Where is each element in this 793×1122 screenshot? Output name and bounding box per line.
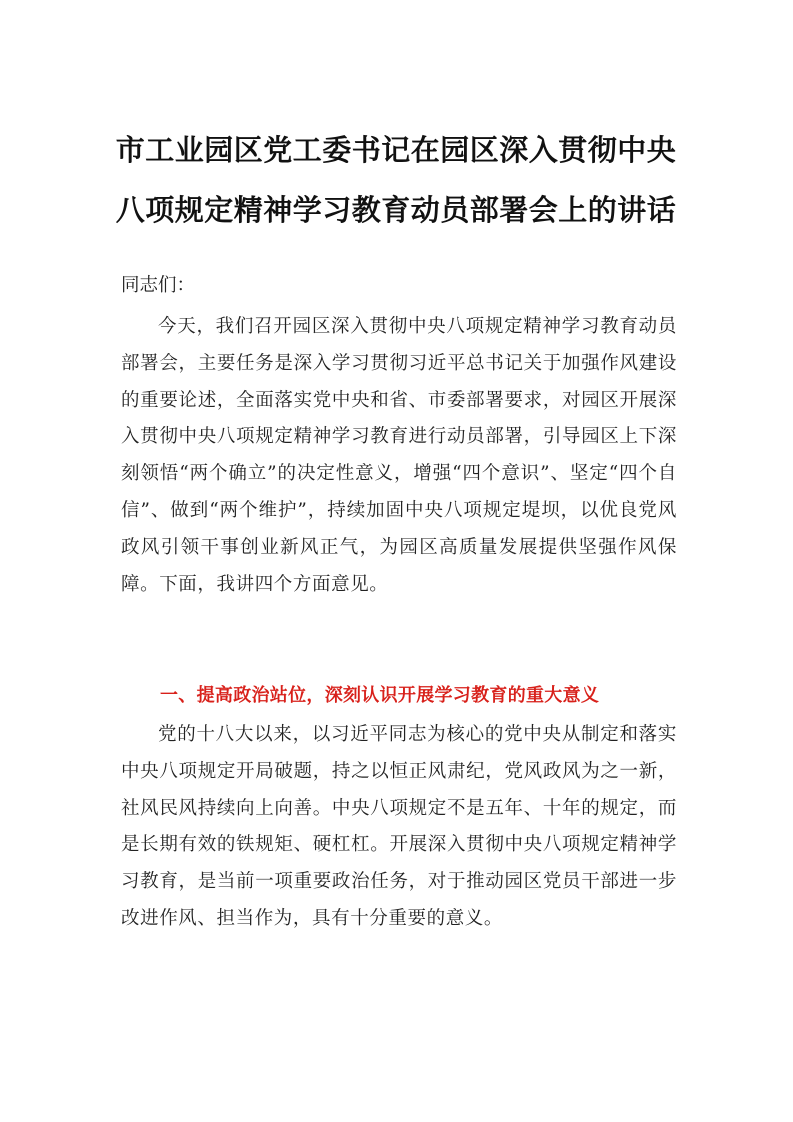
document-title-line-2: 八项规定精神学习教育动员部署会上的讲话 (115, 193, 677, 227)
section-heading-1: 一、提高政治站位，深刻认识开展学习教育的重大意义 (160, 685, 600, 706)
salutation: 同志们： (121, 275, 196, 296)
paragraph-intro: 今天，我们召开园区深入贯彻中央八项规定精神学习教育动员部署会，主要任务是深入学习贯彻习近平总书记关于加强作风建设的重要论述，全面落实党中央和省、市委部署要求，对园区开展深入贯彻中央八项规定精神学习教育进行动员部署，引导园区上下深刻领悟“两个确立”的决定性意义，增强“四个意识”、坚定“四个自信”、做到“两个维护”，持续加固中央八项规定堤坝，以优良党风政风引领干事创业新风正气，为园区高质量发展提供坚强作风保障。下面，我讲四个方面意见。 (121, 316, 677, 595)
paragraph-section-1: 党的十八大以来，以习近平同志为核心的党中央从制定和落实中央八项规定开局破题，持之以恒正风肃纪，党风政风为之一新，社风民风持续向上向善。中央八项规定不是五年、十年的规定，而是长期有效的铁规矩、硬杠杠。开展深入贯彻中央八项规定精神学习教育，是当前一项重要政治任务，对于推动园区党员干部进一步改进作风、担当作为，具有十分重要的意义。 (121, 724, 677, 929)
document-title-line-1: 市工业园区党工委书记在园区深入贯彻中央 (115, 133, 677, 167)
